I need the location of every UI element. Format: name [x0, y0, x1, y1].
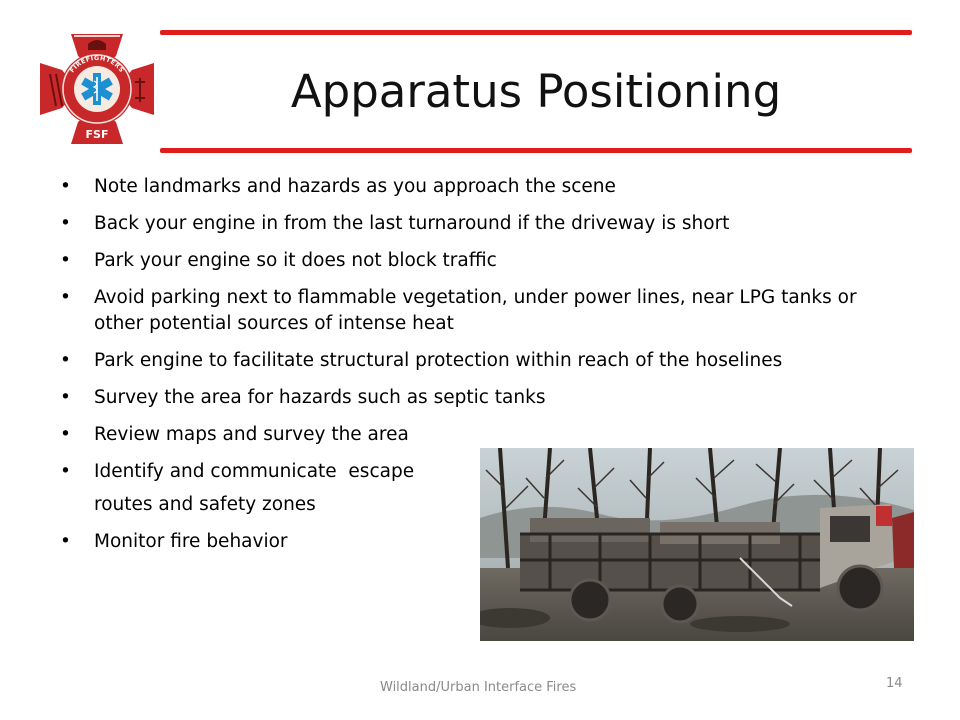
bullet-text: Review maps and survey the area: [94, 424, 409, 445]
bullet-text: Survey the area for hazards such as septic tanks: [94, 387, 546, 408]
bullet-item: [60, 348, 920, 374]
bullet-dot: •: [60, 287, 71, 308]
bullet-text: Avoid parking next to flammable vegetation, under power lines, near LPG tanks or other potential sources of intense heat: [94, 287, 857, 334]
bullet-item: [60, 285, 920, 337]
firefighters-support-foundation-logo-icon: [36, 30, 158, 148]
burned-fire-engine-photo-icon: [480, 448, 914, 641]
slide-title: Apparatus Positioning: [290, 65, 782, 118]
svg-text:FIREFIGHTERS: [69, 55, 125, 74]
slide-footer: Wildland/Urban Interface Fires: [380, 680, 577, 695]
bullet-dot: •: [60, 213, 71, 234]
bullet-dot: •: [60, 531, 71, 552]
bullet-text: Park engine to facilitate structural protection within reach of the hoselines: [94, 350, 783, 371]
bullet-dot: •: [60, 350, 71, 371]
bullet-dot: •: [60, 424, 71, 445]
logo-top-text: FIREFIGHTERS: [68, 55, 126, 75]
bullet-item: [60, 248, 920, 274]
bullet-text: routes and safety zones: [94, 494, 316, 515]
bullet-text: Back your engine in from the last turnaround if the driveway is short: [94, 213, 730, 234]
title-rule-top: [160, 30, 912, 35]
bullet-item: [60, 385, 920, 411]
bullet-item: [60, 211, 920, 237]
bullet-item: [60, 422, 920, 448]
bullet-text: Park your engine so it does not block traffic: [94, 250, 497, 271]
page-number: 14: [886, 676, 903, 691]
logo-abbrev: FSF: [85, 128, 109, 141]
bullet-text: Monitor fire behavior: [94, 531, 288, 552]
bullet-dot: •: [60, 461, 71, 482]
bullet-item: [60, 174, 920, 200]
bullet-dot: •: [60, 387, 71, 408]
bullet-dot: •: [60, 250, 71, 271]
title-rule-bottom: [160, 148, 912, 153]
bullet-text: Identify and communicate escape: [94, 461, 415, 482]
bullet-text: Note landmarks and hazards as you approach the scene: [94, 176, 616, 197]
bullet-dot: •: [60, 176, 71, 197]
